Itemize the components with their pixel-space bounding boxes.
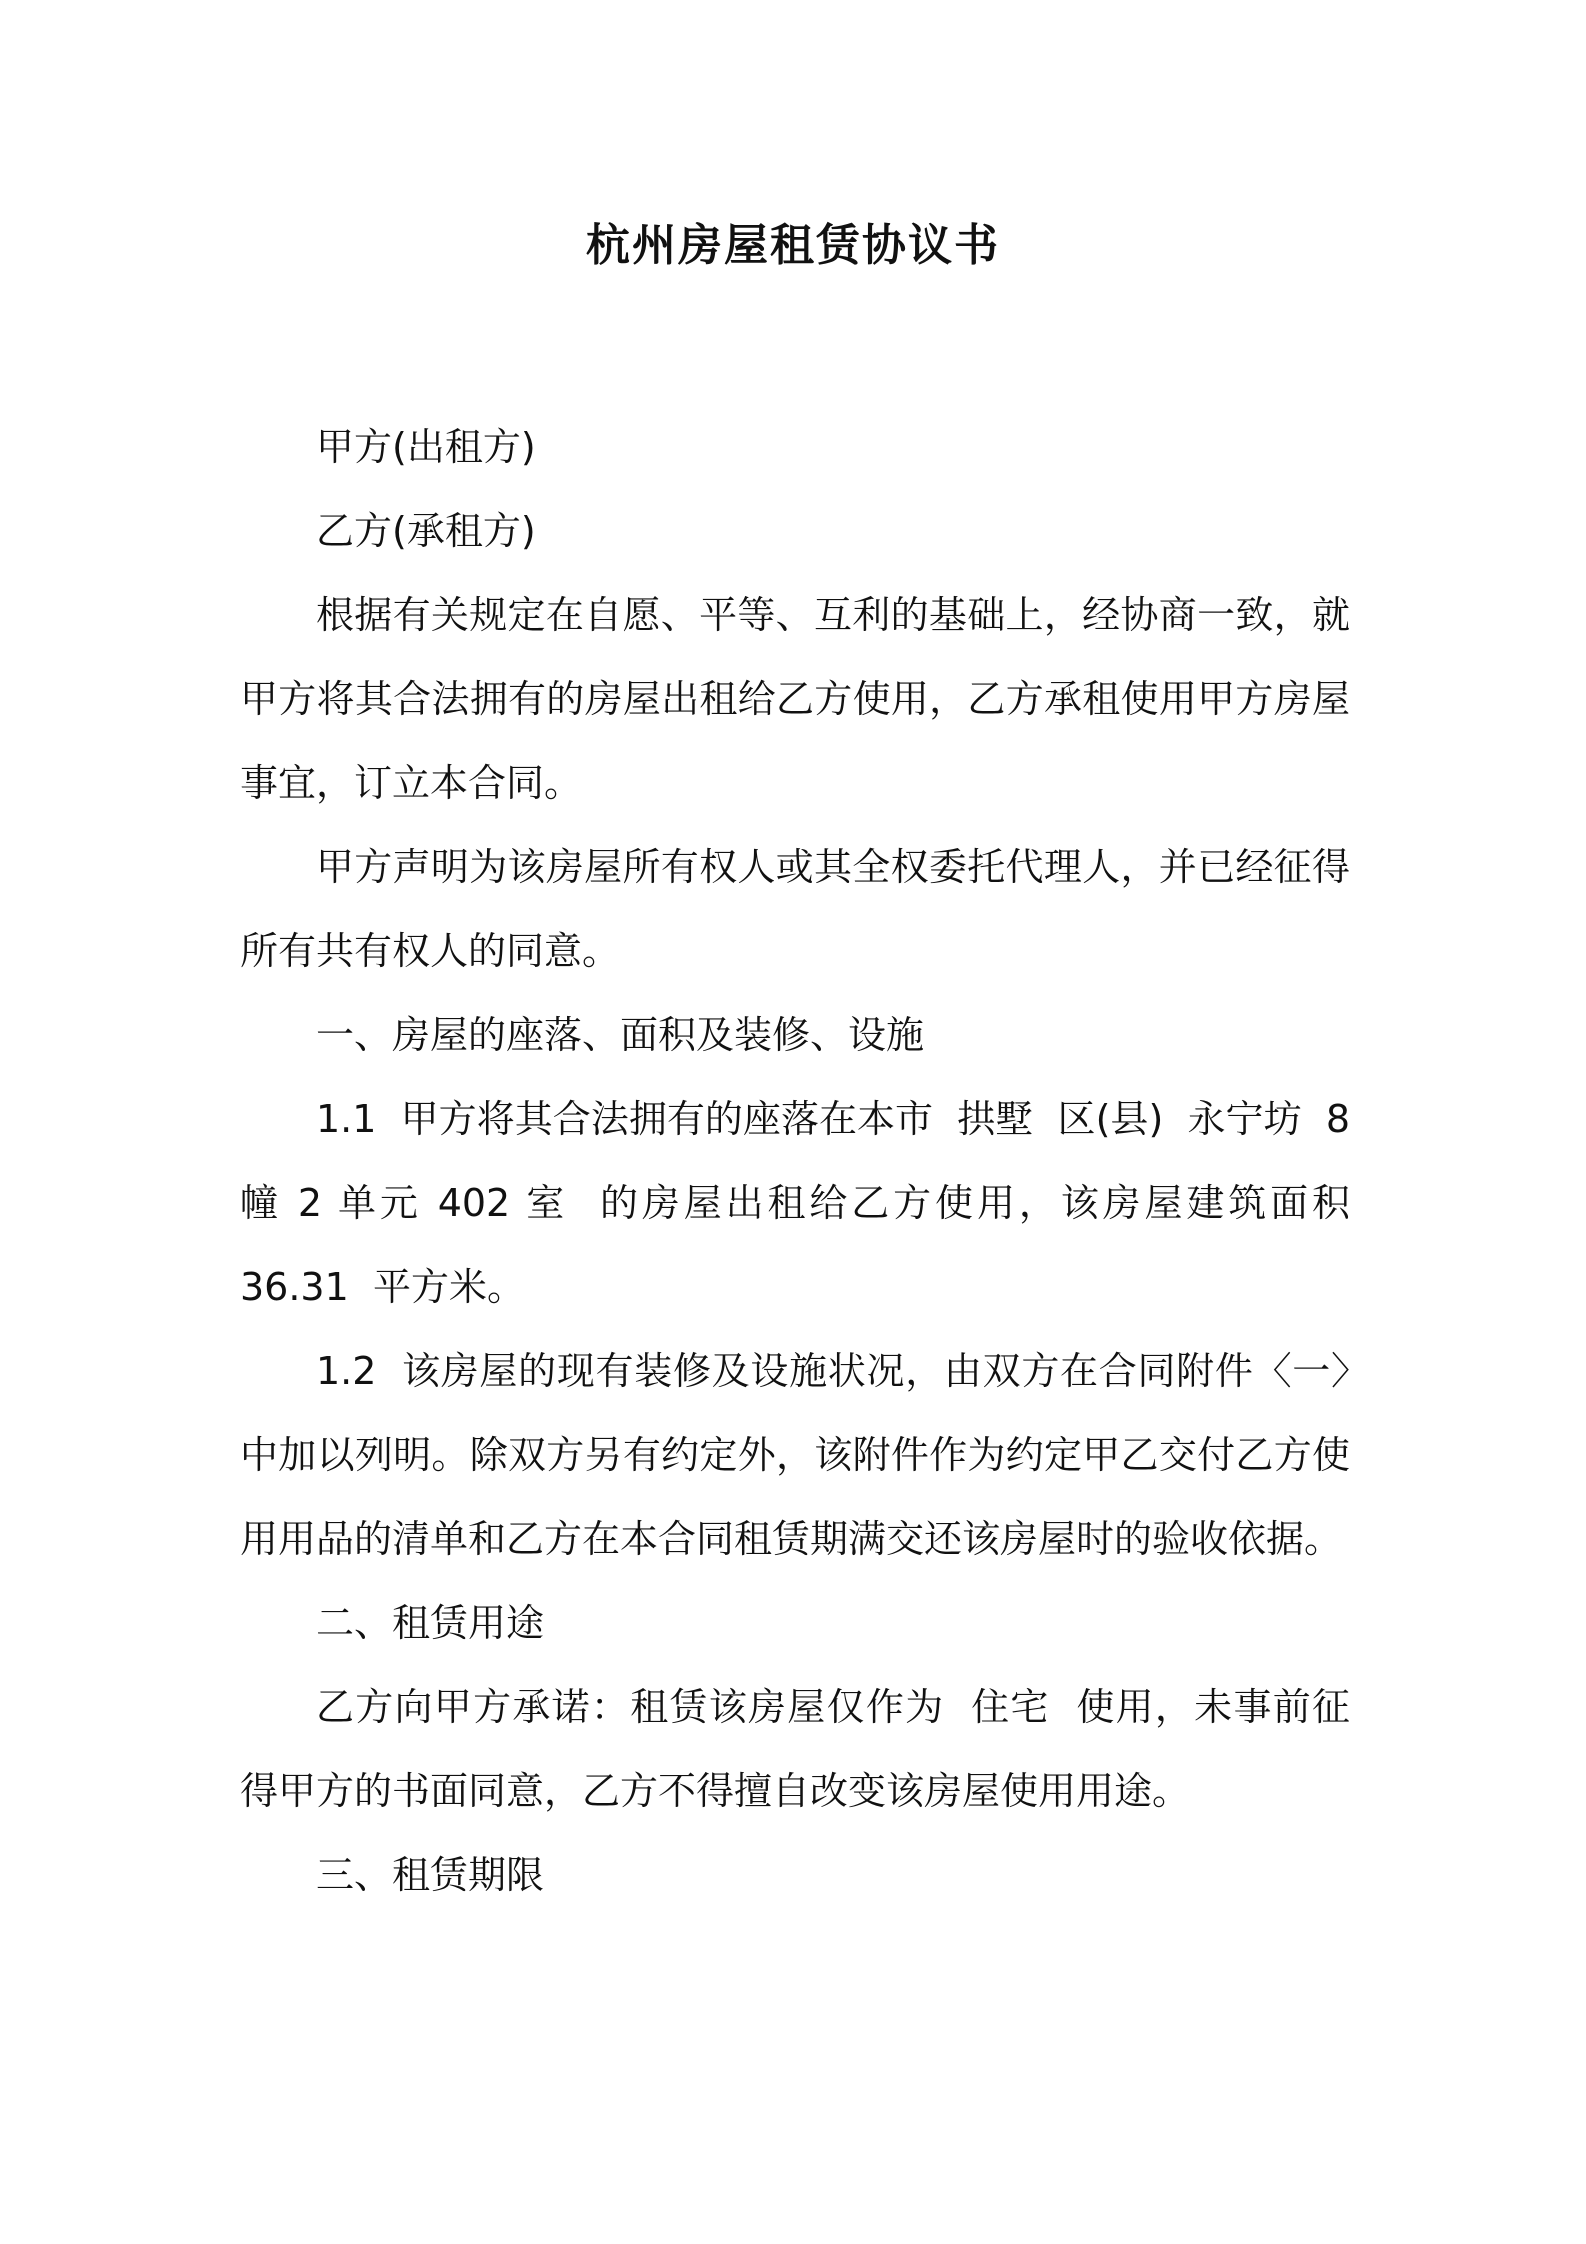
clause-1-2: 1.2 该房屋的现有装修及设施状况，由双方在合同附件〈一〉中加以列明。除双方另有约定外，该附件作为约定甲乙交付乙方使用用品的清单和乙方在本合同租赁期满交还该房屋时的验收依据。 — [240, 1349, 1350, 1561]
clause-1-1: 1.1 甲方将其合法拥有的座落在本市 拱墅 区(县) 永宁坊 8 幢 2 单元 402 室 的房屋出租给乙方使用，该房屋建筑面积 36.31 平方米。 — [240, 1097, 1375, 1309]
document-title: 杭州房屋租赁协议书 — [586, 220, 1000, 271]
preamble-paragraph: 根据有关规定在自愿、平等、互利的基础上，经协商一致，就甲方将其合法拥有的房屋出租给乙方使用，乙方承租使用甲方房屋事宜，订立本合同。 — [240, 593, 1350, 805]
section-2-heading: 二、租赁用途 — [316, 1601, 545, 1645]
section-2-paragraph: 乙方向甲方承诺：租赁该房屋仅作为 住宅 使用，未事前征得甲方的书面同意，乙方不得擅自改变该房屋使用用途。 — [240, 1685, 1350, 1813]
party-b-line: 乙方(承租方) — [316, 509, 536, 553]
document-body — [240, 405, 1375, 1917]
section-3-heading: 三、租赁期限 — [316, 1853, 545, 1897]
party-a-line: 甲方(出租方) — [316, 425, 536, 469]
section-1-heading: 一、房屋的座落、面积及装修、设施 — [316, 1013, 925, 1057]
declaration-paragraph: 甲方声明为该房屋所有权人或其全权委托代理人，并已经征得所有共有权人的同意。 — [240, 845, 1350, 973]
